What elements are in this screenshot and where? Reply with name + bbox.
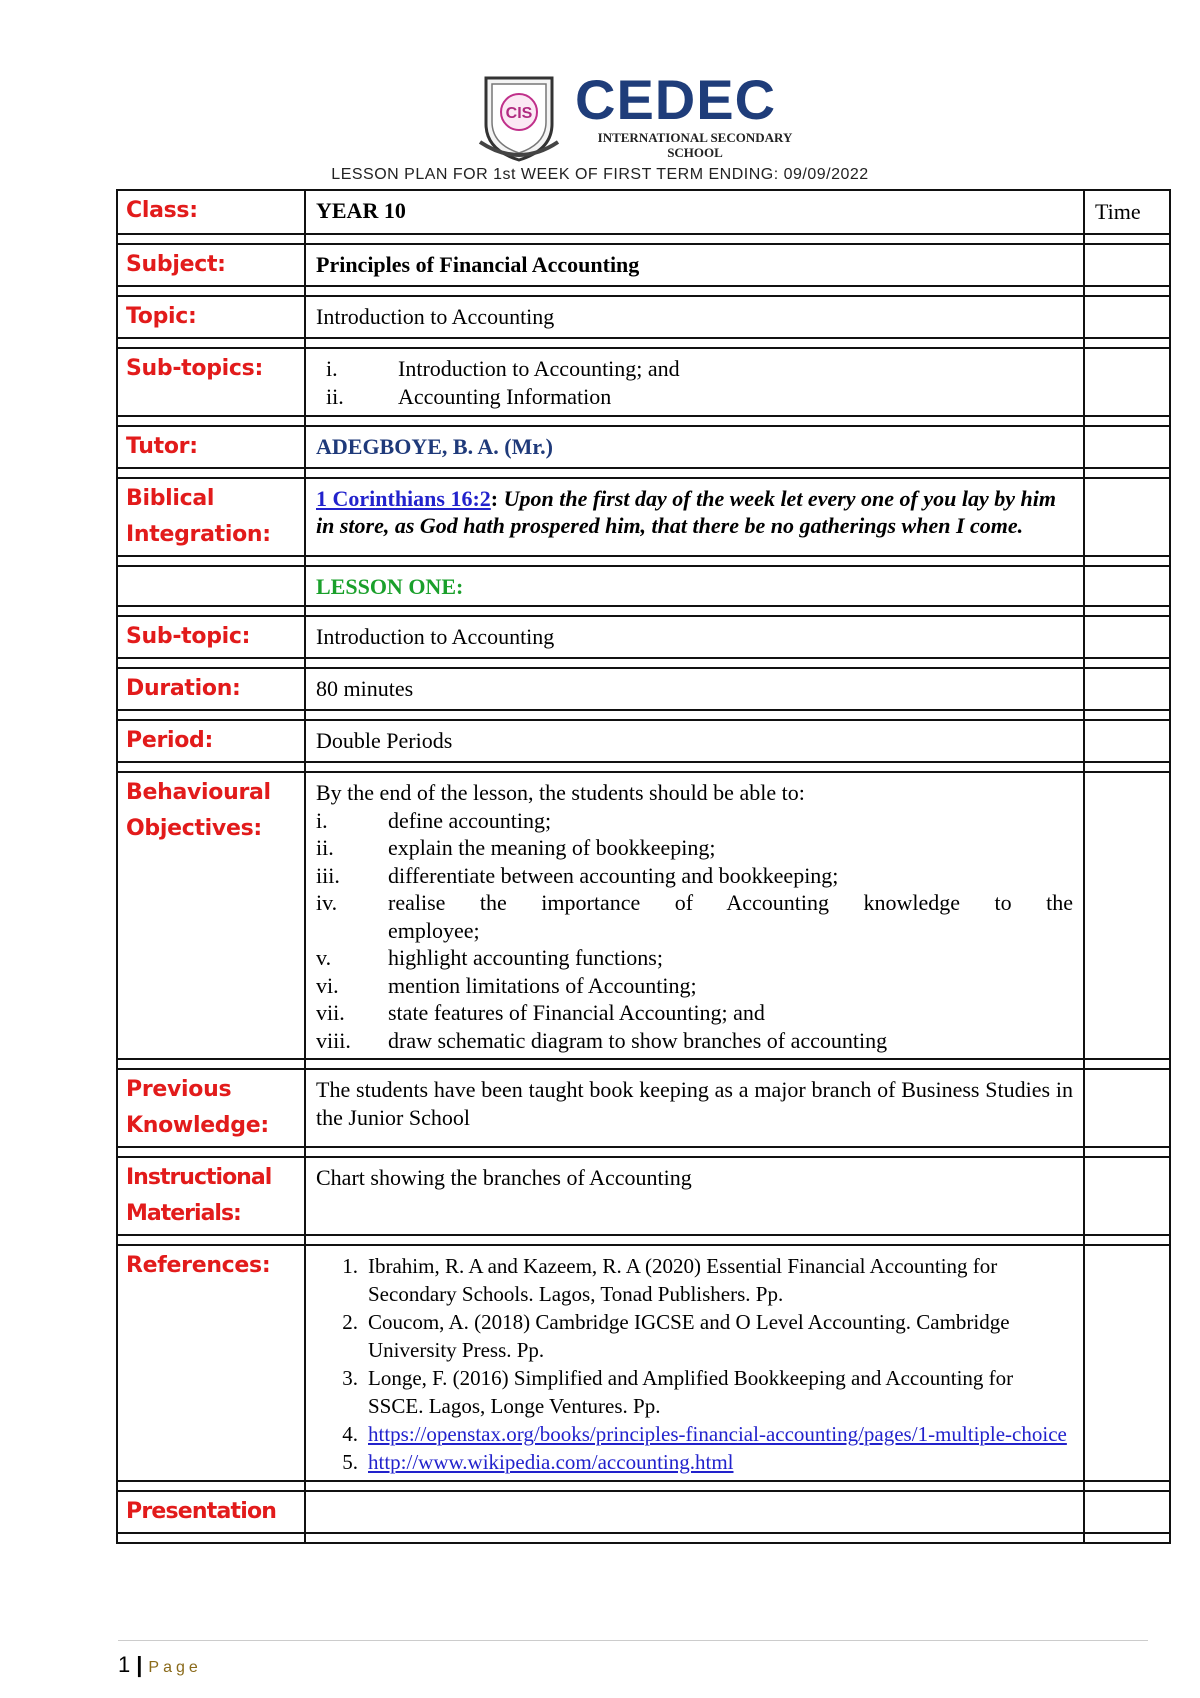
spacer-row xyxy=(117,762,1170,772)
list-text: Introduction to Accounting; and xyxy=(398,356,680,381)
class-value: YEAR 10 xyxy=(316,198,406,223)
time-header: Time xyxy=(1095,199,1141,224)
list-text: draw schematic diagram to show branches of accounting xyxy=(388,1027,888,1053)
list-item xyxy=(324,1364,1073,1420)
lesson-heading: LESSON ONE: xyxy=(316,574,464,599)
row-previous-knowledge xyxy=(117,1069,1170,1147)
list-text: Accounting Information xyxy=(398,384,612,409)
list-number: iii. xyxy=(316,862,340,888)
spacer-row xyxy=(117,556,1170,566)
spacer-row xyxy=(117,1481,1170,1491)
scripture-reference-link[interactable]: 1 Corinthians 16:2 xyxy=(316,486,491,511)
list-item xyxy=(324,1420,1073,1448)
references-label: References: xyxy=(126,1253,271,1278)
presentation-label: Presentation xyxy=(126,1499,277,1524)
document-header xyxy=(0,68,1200,164)
list-item xyxy=(326,355,1073,383)
page-number: 1 xyxy=(118,1652,131,1677)
list-number: 2. xyxy=(342,1310,358,1334)
footer-divider xyxy=(118,1640,1148,1641)
list-item xyxy=(316,1027,1073,1055)
spacer-row xyxy=(117,416,1170,426)
list-text: highlight accounting functions; xyxy=(388,945,663,970)
page-footer xyxy=(118,1652,202,1678)
row-period xyxy=(117,720,1170,762)
previous-knowledge-value: The students have been taught book keeping as a major branch of Business Studies in the Junior School xyxy=(316,1077,1073,1130)
crest-text: CIS xyxy=(505,105,533,122)
biblical-label: Biblical Integration: xyxy=(126,486,271,547)
objectives-label: Behavioural Objectives: xyxy=(126,780,271,841)
lesson-plan-title: LESSON PLAN FOR 1st WEEK OF FIRST TERM ENDING: 09/09/2022 xyxy=(331,166,869,183)
subtopic-label: Sub-topic: xyxy=(126,624,251,649)
spacer-row xyxy=(117,286,1170,296)
period-label: Period: xyxy=(126,728,213,753)
row-references xyxy=(117,1245,1170,1481)
list-item xyxy=(316,999,1073,1027)
list-item xyxy=(316,834,1073,862)
list-number: vi. xyxy=(316,972,339,998)
list-number: i. xyxy=(326,356,338,381)
reference-colon: : xyxy=(490,486,499,511)
list-number: i. xyxy=(316,807,328,833)
reference-link-openstax[interactable]: https://openstax.org/books/principles-financial-accounting/pages/1-multiple-choice xyxy=(368,1422,1067,1446)
list-item xyxy=(326,383,1073,411)
list-item xyxy=(316,807,1073,835)
row-topic xyxy=(117,296,1170,338)
tutor-value: ADEGBOYE, B. A. (Mr.) xyxy=(316,434,553,459)
list-number: 1. xyxy=(342,1254,358,1278)
list-item xyxy=(324,1448,1073,1476)
list-text: Ibrahim, R. A and Kazeem, R. A (2020) Essential Financial Accounting for Secondary Schools. Lagos, Tonad Publishers. Pp. xyxy=(368,1254,998,1306)
spacer-row xyxy=(117,468,1170,478)
row-subject xyxy=(117,244,1170,286)
list-text: mention limitations of Accounting; xyxy=(388,972,697,998)
row-biblical-integration xyxy=(117,478,1170,556)
list-number: vii. xyxy=(316,1000,345,1025)
materials-value: Chart showing the branches of Accounting xyxy=(316,1165,692,1190)
list-number: iv. xyxy=(316,890,338,915)
reference-link-wikipedia[interactable]: http://www.wikipedia.com/accounting.html xyxy=(368,1450,734,1474)
tutor-label: Tutor: xyxy=(126,434,198,459)
spacer-row xyxy=(117,1059,1170,1069)
spacer-row xyxy=(117,1147,1170,1157)
topic-value: Introduction to Accounting xyxy=(316,304,555,329)
list-text: realise the importance of Accounting knowledge to the employee; xyxy=(388,890,1073,943)
previous-knowledge-label: Previous Knowledge: xyxy=(126,1077,269,1138)
references-list xyxy=(306,1246,1083,1480)
list-number: v. xyxy=(316,945,332,970)
list-text: Longe, F. (2016) Simplified and Amplified Bookkeeping and Accounting for SSCE. Lagos, Longe Ventures. Pp. xyxy=(368,1366,1014,1418)
objectives-block xyxy=(306,773,1083,1058)
row-behavioural-objectives xyxy=(117,772,1170,1059)
subject-label: Subject: xyxy=(126,252,226,277)
list-number: 5. xyxy=(342,1450,358,1474)
footer-separator: | xyxy=(136,1652,143,1677)
objectives-intro: By the end of the lesson, the students should be able to: xyxy=(316,780,805,805)
row-presentation xyxy=(117,1491,1170,1533)
brand-name: CEDEC xyxy=(575,68,777,131)
list-number: ii. xyxy=(316,835,334,860)
subtopics-list xyxy=(306,349,1083,415)
spacer-row xyxy=(117,710,1170,720)
row-subtopic xyxy=(117,616,1170,658)
page-word: Page xyxy=(148,1659,202,1676)
list-number: 4. xyxy=(342,1422,358,1446)
list-item xyxy=(316,944,1073,972)
list-text: explain the meaning of bookkeeping; xyxy=(388,835,716,860)
list-item xyxy=(324,1308,1073,1364)
subtopics-label: Sub-topics: xyxy=(126,356,263,381)
row-instructional-materials xyxy=(117,1157,1170,1235)
materials-label: Instructional Materials: xyxy=(126,1165,272,1226)
list-number: ii. xyxy=(326,384,344,409)
school-crest-icon xyxy=(478,72,560,164)
spacer-row xyxy=(117,606,1170,616)
list-item xyxy=(316,862,1073,890)
list-text: differentiate between accounting and bookkeeping; xyxy=(388,862,839,888)
duration-value: 80 minutes xyxy=(316,676,414,701)
row-class xyxy=(117,190,1170,234)
spacer-row xyxy=(117,338,1170,348)
class-label: Class: xyxy=(126,198,198,223)
list-text: define accounting; xyxy=(388,807,552,833)
list-text: Coucom, A. (2018) Cambridge IGCSE and O Level Accounting. Cambridge University Press. Pp. xyxy=(368,1310,1010,1362)
row-subtopics xyxy=(117,348,1170,416)
brand-block xyxy=(575,68,815,160)
list-number: 3. xyxy=(342,1366,358,1390)
subtopic-value: Introduction to Accounting xyxy=(316,624,555,649)
period-value: Double Periods xyxy=(316,728,453,753)
list-item xyxy=(324,1252,1073,1308)
topic-label: Topic: xyxy=(126,304,197,329)
biblical-value xyxy=(306,479,1083,543)
spacer-row xyxy=(117,234,1170,244)
spacer-row xyxy=(117,1235,1170,1245)
list-item xyxy=(316,889,1073,944)
row-tutor xyxy=(117,426,1170,468)
subject-value: Principles of Financial Accounting xyxy=(316,252,640,277)
spacer-row xyxy=(117,658,1170,668)
row-duration xyxy=(117,668,1170,710)
list-item xyxy=(316,972,1073,1000)
brand-subtitle: INTERNATIONAL SECONDARY SCHOOL xyxy=(597,130,793,160)
scripture-verse: Upon the first day of the week let every one of you lay by him in store, as God hath prospered him, that there be no gatherings when I come. xyxy=(316,486,1056,538)
lesson-plan-table xyxy=(116,189,1171,1544)
duration-label: Duration: xyxy=(126,676,241,701)
row-lesson-heading xyxy=(117,566,1170,606)
list-text: state features of Financial Accounting; and xyxy=(388,1000,765,1025)
spacer-row xyxy=(117,1533,1170,1543)
list-number: viii. xyxy=(316,1027,351,1053)
